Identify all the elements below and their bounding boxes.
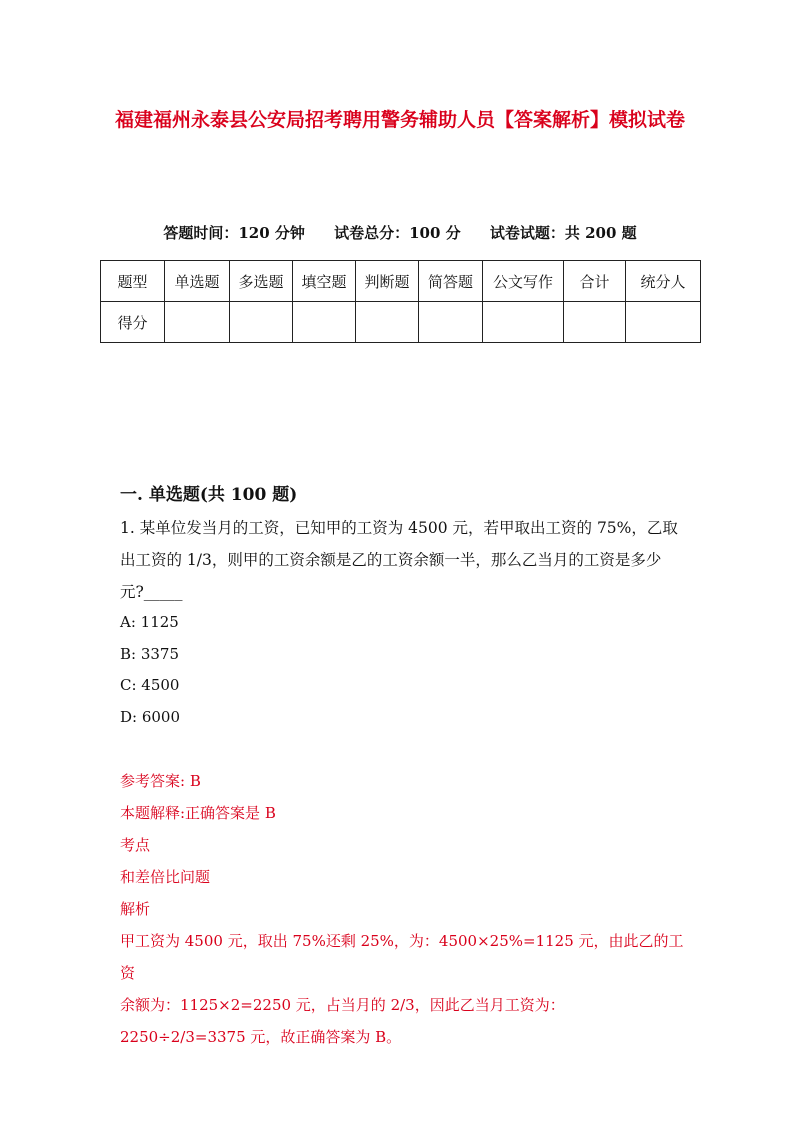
section-title: 一. 单选题(共 100 题)	[120, 485, 298, 505]
exam-meta	[100, 222, 700, 243]
option-b: B: 3375	[120, 644, 180, 663]
kaodian-label: 考点	[120, 836, 151, 854]
option-d: D: 6000	[120, 707, 181, 726]
header-cell: 合计	[564, 261, 626, 302]
exam-time: 答题时间：120 分钟	[163, 224, 305, 242]
header-cell: 判断题	[356, 261, 419, 302]
score-cell	[230, 302, 293, 343]
score-cell	[293, 302, 356, 343]
score-table-score-row	[101, 302, 701, 343]
jiexi-line: 2250÷2/3=3375 元，故正确答案为 B。	[120, 1028, 402, 1046]
score-cell	[483, 302, 564, 343]
score-cell	[564, 302, 626, 343]
reference-answer: 参考答案: B	[120, 772, 201, 790]
score-cell	[626, 302, 701, 343]
header-cell: 单选题	[165, 261, 230, 302]
option-list	[120, 607, 180, 733]
option-a: A: 1125	[120, 613, 179, 631]
header-cell: 多选题	[230, 261, 293, 302]
exam-question-count: 试卷试题：共 200 题	[489, 224, 637, 242]
exam-total-score: 试卷总分：100 分	[334, 224, 461, 242]
header-cell: 统分人	[626, 261, 701, 302]
score-cell	[165, 302, 230, 343]
header-cell: 题型	[101, 261, 165, 302]
header-cell: 公文写作	[483, 261, 564, 302]
answer-explanation: 本题解释:正确答案是 B	[120, 804, 276, 822]
jiexi-line: 甲工资为 4500 元，取出 75%还剩 25%，为：4500×25%=1125 元，由此乙的工资	[120, 932, 684, 982]
score-table	[100, 260, 701, 343]
kaodian-value: 和差倍比问题	[120, 868, 211, 886]
header-cell: 简答题	[419, 261, 483, 302]
document-title: 福建福州永泰县公安局招考聘用警务辅助人员【答案解析】模拟试卷	[114, 109, 685, 131]
score-cell	[356, 302, 419, 343]
jiexi-label: 解析	[120, 900, 151, 918]
score-cell	[419, 302, 483, 343]
question-text: 1. 某单位发当月的工资，已知甲的工资为 4500 元，若甲取出工资的 75%，乙取出工资的 1/3，则甲的工资余额是乙的工资余额一半，那么乙当月的工资是多少元?_____	[120, 519, 678, 601]
option-c: C: 4500	[120, 676, 180, 694]
jiexi-line: 余额为：1125×2=2250 元，占当月的 2/3，因此乙当月工资为：	[120, 996, 565, 1014]
row-label-cell: 得分	[101, 302, 165, 343]
score-table-header-row	[101, 261, 701, 302]
header-cell: 填空题	[293, 261, 356, 302]
answer-block	[120, 765, 685, 1053]
